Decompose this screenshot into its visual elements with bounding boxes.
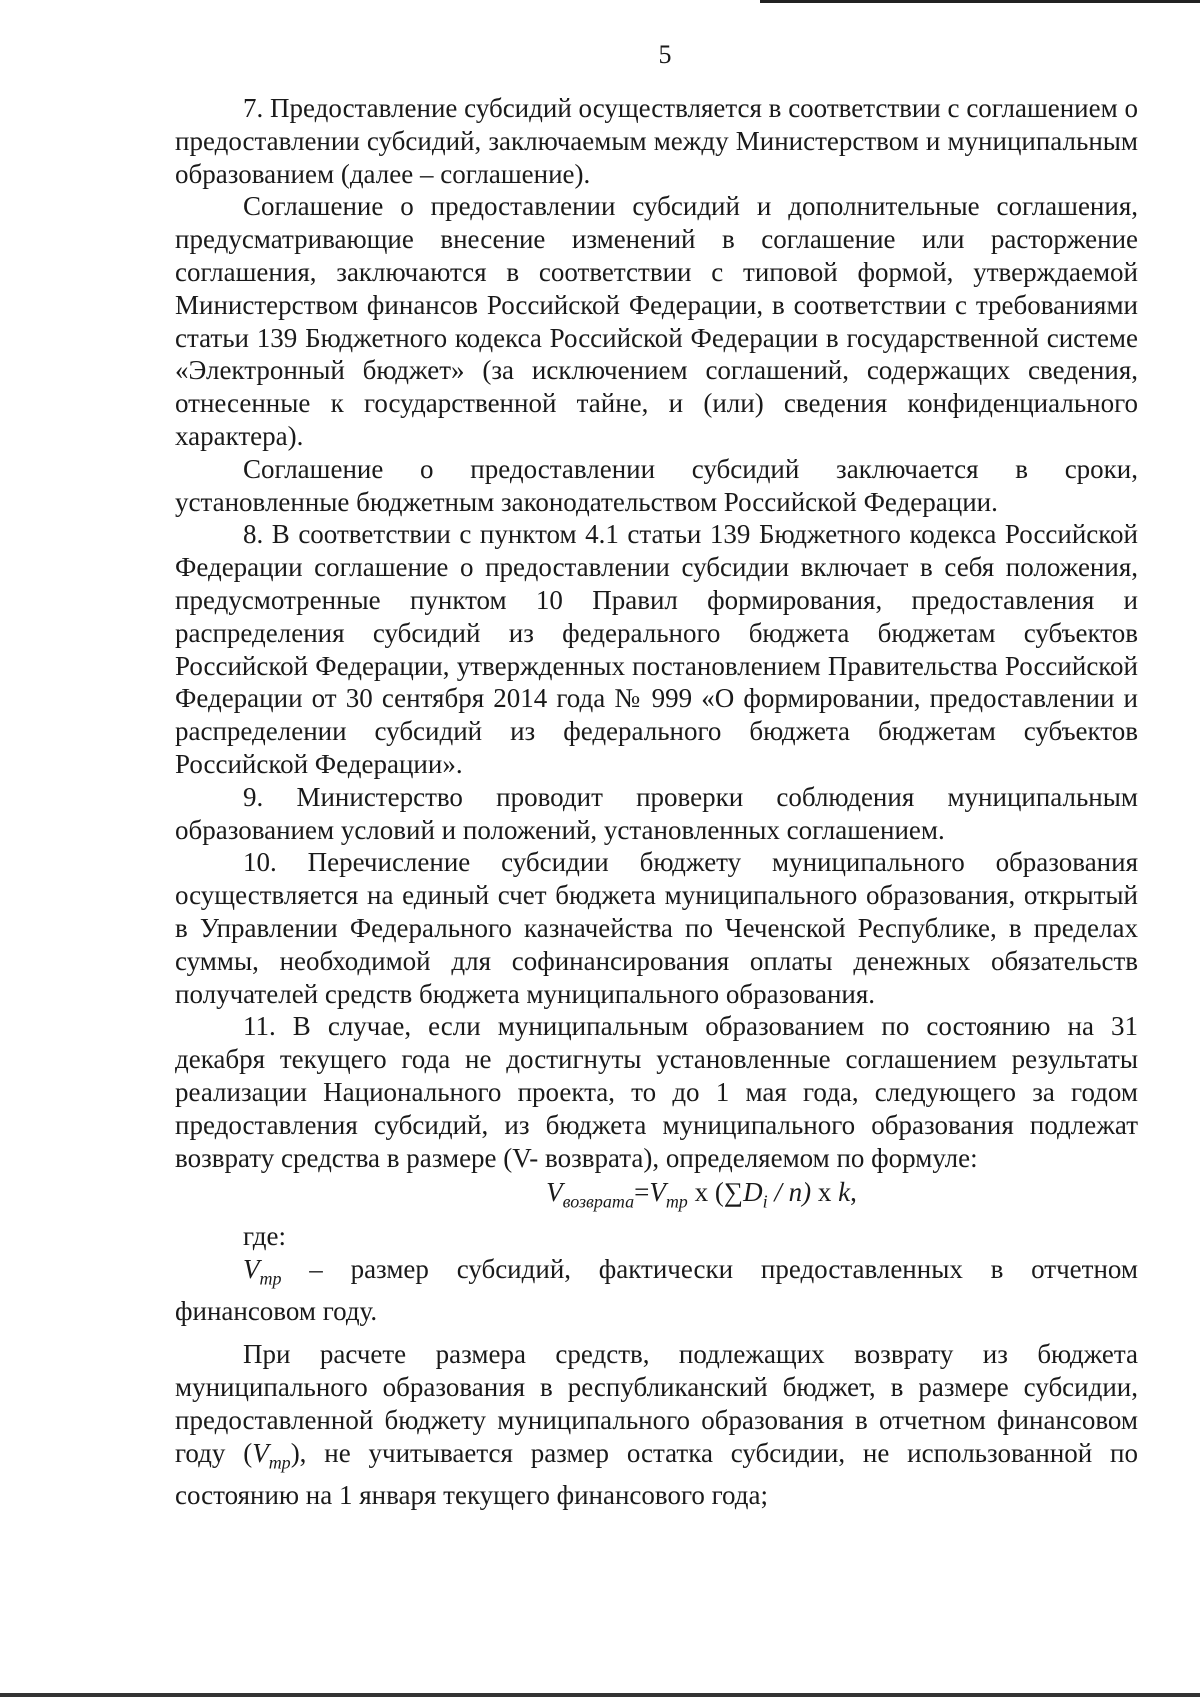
formula-v-sub: возврата [562,1191,635,1212]
calculation-text-2: ), не учитывается размер остатка субсидии, не использованной по состоянию на 1 января текущего финансового года; [175,1437,1138,1510]
calculation-vtr-symbol: V [252,1437,269,1468]
formula-vtr-sub: тр [665,1191,688,1212]
paragraph-7: 7. Предоставление субсидий осуществляется в соответствии с соглашением о предоставлении субсидий, заключаемым между Министерством и муниципальным образованием (далее – соглашение). [175,93,1138,189]
paragraph-8: 8. В соответствии с пунктом 4.1 статьи 139 Бюджетного кодекса Российской Федерации соглашение о предоставлении субсидии включает в себя положения, предусмотренные пунктом 10 Правил формирования, предоставления и распределения субсидий из федерального бюджета бюджетам субъектов Российской Федерации, утвержденных постановлением Правительства Российской Федерации от 30 сентября 2014 года № 999 «О формировании, предоставлении и распределении субсидий из федерального бюджета бюджетам субъектов Российской Федерации». [175,519,1138,779]
document-body [175,92,1138,1512]
formula-x1: x ( [687,1177,724,1208]
paragraph-agreement-form: Соглашение о предоставлении субсидий и дополнительные соглашения, предусматривающие внесение изменений в соглашение или расторжение соглашения, заключаются в соответствии с типовой формой, утверждаемой Министерством финансов Российской Федерации, в соответствии с требованиями статьи 139 Бюджетного кодекса Российской Федерации в государственной системе «Электронный бюджет» (за исключением соглашений, содержащих сведения, отнесенные к государственной тайне, и (или) сведения конфиденциального характера). [175,191,1138,451]
vtr-symbol-sub: тр [259,1268,282,1289]
paragraph-10: 10. Перечисление субсидии бюджету муниципального образования осуществляется на единый счет бюджета муниципального образования, открытый в Управлении Федерального казначейства по Чеченской Республике, в пределах суммы, необходимой для софинансирования оплаты денежных обязательств получателей средств бюджета муниципального образования. [175,847,1138,1009]
vtr-definition-text: – размер субсидий, фактически предоставленных в отчетном финансовом году. [175,1254,1138,1327]
formula-div-n: / n) [767,1177,812,1208]
paragraph-calculation [175,1338,1138,1511]
formula-x2: x [811,1177,839,1208]
formula-eq: = [634,1177,650,1208]
page-number: 5 [658,40,672,69]
formula-comma: , [850,1177,857,1208]
formula-d: D [743,1177,763,1208]
return-formula [175,1176,1138,1218]
paragraph-9: 9. Министерство проводит проверки соблюдения муниципальным образованием условий и положений, установленных соглашением. [175,781,1138,845]
scan-edge-bottom [0,1693,1200,1697]
formula-v: V [546,1177,563,1208]
scan-edge-top [760,0,1200,3]
paragraph-11: 11. В случае, если муниципальным образованием по состоянию на 31 декабря текущего года не достигнуты установленные соглашением результаты реализации Национального проекта, то до 1 мая года, следующего за годом предоставления субсидий, из бюджета муниципального образования подлежат возврату средства в размере (V- возврата), определяемом по формуле: [175,1011,1138,1173]
calculation-vtr-sub: тр [268,1452,291,1473]
vtr-symbol: V [243,1254,260,1285]
formula-sum: ∑ [723,1177,744,1208]
vtr-definition [175,1253,1138,1328]
calculation-text-1: При расчете размера средств, подлежащих возврату из бюджета муниципального образования в республиканский бюджет, в размере субсидии, предоставленной бюджету муниципального образования в отчетном финансовом году ( [175,1339,1138,1468]
paragraph-agreement-terms: Соглашение о предоставлении субсидий заключается в сроки, установленные бюджетным законодательством Российской Федерации. [175,453,1138,517]
formula-vtr: V [649,1177,666,1208]
formula-d-sub: i [762,1191,768,1212]
where-label: где: [243,1221,286,1252]
formula-k: k [838,1177,851,1208]
